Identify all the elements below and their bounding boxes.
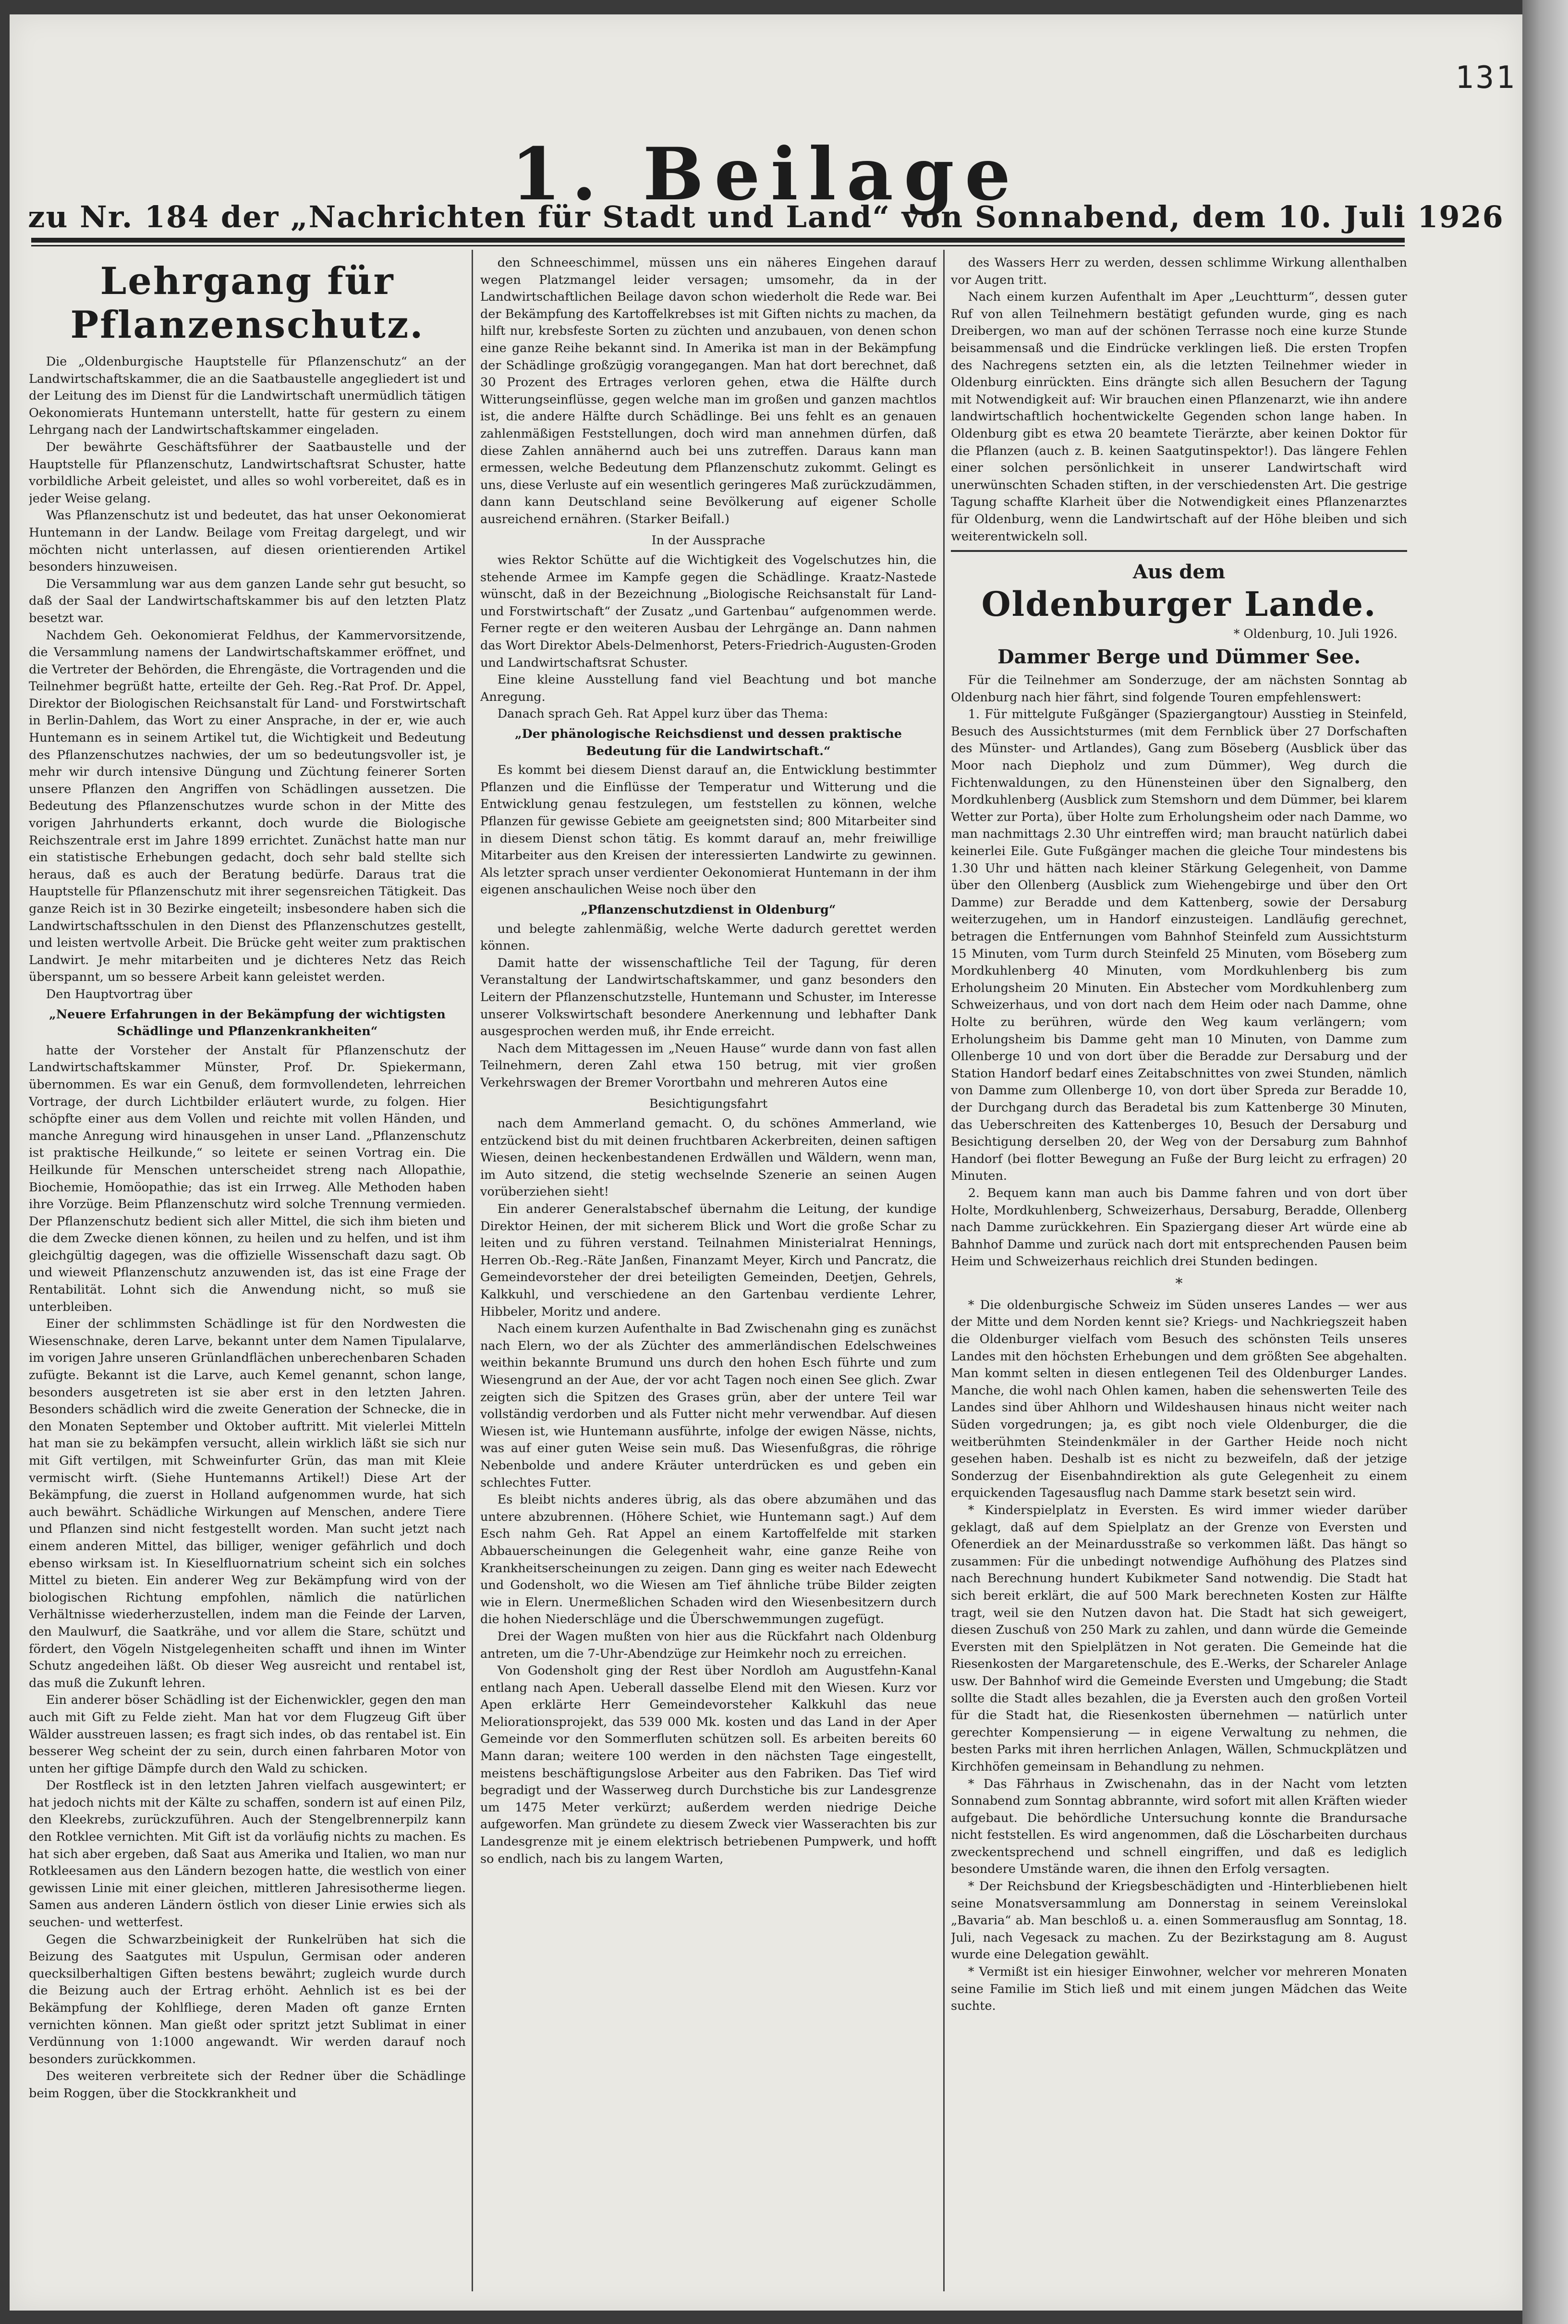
paragraph: des Wassers Herr zu werden, dessen schlimme Wirkung allenthalben vor Augen tritt. [951, 256, 1407, 287]
paragraph: 2. Bequem kann man auch bis Damme fahren und von dort über Holte, Mordkuhlenberg, Schweizerhaus, Dersaburg, Beradde, Ollenberg nach Damme zurückkehren. Ein Spaziergang dieser Art würde eine ab Bahnhof Damme und zurück nach dort mit entsprechenden Pausen beim Heim und Schweizerhaus reichlich drei Stunden bedingen. [951, 1186, 1407, 1269]
paragraph: Es kommt bei diesem Dienst darauf an, die Entwicklung bestimmter Pflanzen und die Einflüsse der Temperatur und Witterung und die Entwicklung genau festzulegen, um feststellen zu können, welche Pflanzen für gewisse Gebiete am geeignetsten sind; 800 Mitarbeiter sind in diesem Dienst schon tätig. Es kommt darauf an, mehr freiwillige Mitarbeiter aus den Kreisen der interessierten Landwirte zu gewinnen. Als letzter sprach unser verdienter Oekonomierat Huntemann in der ihm eigenen anschaulichen Weise noch über den [480, 763, 936, 897]
paragraph: Gegen die Schwarzbeinigkeit der Runkelrüben hat sich die Beizung des Saatgutes mit Uspulun, Germisan oder anderen quecksilberhaltigen Giften bestens bewährt; zugleich wurde durch die Beizung auch der Ertrag erhöht. Aehnlich ist es bei der Bekämpfung der Kohlfliege, deren Maden oft ganze Ernten vernichten können. Man gießt oder spritzt jetzt Sublimat in einer Verdünnung von 1:1000 angewandt. Wir werden darauf noch besonders zurückkommen. [29, 1932, 466, 2067]
paragraph: Danach sprach Geh. Rat Appel kurz über das Thema: [497, 707, 828, 722]
supplement-title: 1. Beilage [511, 132, 1021, 217]
paragraph: 1. Für mittelgute Fußgänger (Spaziergangtour) Ausstieg in Steinfeld, Besuch des Aussichtsturmes (mit dem Fernblick über 27 Dorfschaften des Münster- und Artlandes), Gang zum Böseberg (Ausblick über das Moor nach Diepholz und zum Dümmer), Weg durch die Fichtenwaldungen, zu den Hünensteinen über den Signalberg, den Mordkuhlenberg (Ausblick zum Stemshorn und dem Dümmer, bei klarem Wetter zur Porta), über Holte zum Erholungsheim oder nach Damme, wo man nachmittags 2.30 Uhr eintreffen wird; man braucht natürlich dabei keinerlei Eile. Gute Fußgänger machen die gleiche Tour mindestens bis 1.30 Uhr und hätten nach kleiner Stärkung Gelegenheit, von Damme über den Ollenberg (Ausblick zum Wiehengebirge und über den Ort Damme) zur Beradde und dem Kattenberg, sowie der Dersaburg weiterzugehen, um in Handorf einzusteigen. Landläufig gerechnet, betragen die Entfernungen vom Bahnhof Steinfeld zum Aussichtsturm 15 Minuten, vom Turm durch Steinfeld 25 Minuten, vom Böseberg zum Mordkuhlenberg 40 Minuten, vom Mordkuhlenberg bis zum Erholungsheim 20 Minuten. Ein Abstecher vom Mordkuhlenberg zum Schweizerhaus, und von dort nach dem Heim oder nach Damme, ohne Holte zu berühren, würde den Weg kaum verlängern; vom Erholungsheim bis Damme geht man 10 Minuten, von Damme zum Ollenberge 10 und von dort über die Beradde zur Dersaburg und der Station Handorf bedarf eines Zeitabschnittes von zwei Stunden, nämlich von Damme zum Ollenberge 10, von dort über Spreda zur Beradde 10, der Durchgang durch das Beradetal bis zum Kattenberge 30 Minuten, das Ueberschreiten des Kattenberges 10, Besuch der Dersaburg und Besichtigung derselben 20, der Weg von der Dersaburg zum Bahnhof Handorf (bei flotter Bewegung an Fuße der Burg leicht zu erfragen) 20 Minuten. [951, 707, 1407, 1184]
paragraph: Die „Oldenburgische Hauptstelle für Pflanzenschutz“ an der Landwirtschaftskammer, die an die Saatbaustelle angegliedert ist und der Leitung des im Dienst für die Landwirtschaft unermüdlich tätigen Oekonomierats Huntemann unterstellt, hatte für gestern zu einem Lehrgang nach der Landwirtschaftskammer eingeladen. [29, 355, 466, 438]
paragraph: Der Rostfleck ist in den letzten Jahren vielfach ausgewintert; er hat jedoch nichts mit der Kälte zu schaffen, sondern ist auf einen Pilz, den Kleekrebs, zurückzuführen. Auch der Stengelbrennerpilz kann den Rotklee vernichten. Mit Gift ist da vorläufig nichts zu machen. Es hat sich aber ergeben, daß Saat aus Amerika und Italien, wo man nur Rotkleesamen aus den Ländern bezogen hatte, die westlich von einer gewissen Linie mit einer gleichen, mittleren Jahresisotherme liegen. Samen aus anderen Ländern östlich von dieser Linie erwies sich als seuchen- und wetterfest. [29, 1778, 466, 1930]
paragraph: nach dem Ammerland gemacht. O, du schönes Ammerland, wie entzückend bist du mit deinen fruchtbaren Ackerbreiten, deinen saftigen Wiesen, deinen heckenbestandenen Erdwällen und Wäldern, wenn man, im Auto sitzend, die stetig wechselnde Szenerie an seinen Augen vorüberziehen sieht! [480, 1116, 936, 1199]
section-subhead: In der Aussprache [651, 533, 766, 548]
paragraph: wies Rektor Schütte auf die Wichtigkeit des Vogelschutzes hin, die stehende Armee im Kampfe gegen die Schädlinge. Kraatz-Nastede wünscht, daß in der Bezeichnung „Biologische Reichsanstalt für Land- und Forstwirtschaft“ der Zusatz „und Gartenbau“ aufgenommen werde. Ferner regte er den weiteren Ausbau der Lehrgänge an. Dann nahmen das Wort Direktor Abels-Delmenhorst, Peters-Friedrich-Augusten-Groden und Landwirtschaftsrat Schuster. [480, 553, 936, 670]
paragraph: Des weiteren verbreitete sich der Redner über die Schädlinge beim Roggen, über die Stockkrankheit und [29, 2069, 466, 2101]
paragraph: Für die Teilnehmer am Sonderzuge, der am nächsten Sonntag ab Oldenburg nach hier fährt, sind folgende Touren empfehlenswert: [951, 673, 1407, 705]
paragraph: Damit hatte der wissenschaftliche Teil der Tagung, für deren Veranstaltung der Landwirtschaftskammer, und ganz besonders den Leitern der Pflanzenschutzstelle, Huntemann und Schuster, im Interesse unserer Volkswirtschaft besondere Anerkennung und lebhafter Dank ausgesprochen werden muß, ihr Ende erreicht. [480, 955, 936, 1039]
supplement-subtitle: zu Nr. 184 der „Nachrichten für Stadt und Land“ von Sonnabend, dem 10. Juli 1926 [28, 199, 1504, 234]
lecture-title: „Der phänologische Reichsdienst und dessen praktische Bedeutung für die Landwirtschaft.“ [514, 727, 902, 758]
paragraph: den Schneeschimmel, müssen uns ein näheres Eingehen darauf wegen Platzmangel leider versagen; umsomehr, da in der Landwirtschaftlichen Beilage davon schon wiederholt die Rede war. Bei der Bekämpfung des Kartoffelkrebses ist mit Giften nichts zu machen, da hilft nur, krebsfeste Sorten zu züchten und anzubauen, von denen schon eine ganze Reihe bekannt sind. In Amerika ist man in der Bekämpfung der Schädlinge großzügig vorangegangen. Man hat dort berechnet, daß 30 Prozent des Ertrages verloren gehen, etwa die Hälfte durch Witterungseinflüsse, gegen welche man im großen und ganzen machtlos ist, die andere Hälfte durch Schädlinge. Bei uns fehlt es an genauen zahlenmäßigen Feststellungen, doch wird man annehmen dürfen, daß diese Zahlen annähernd auch bei uns zutreffen. Daraus kann man ermessen, welche Bedeutung dem Pflanzenschutz zukommt. Gelingt es uns, diese Verluste auf ein wesentlich geringeres Maß zurückzudämmen, dann kann Deutschland seine Bevölkerung auf eigener Scholle ausreichend ernähren. (Starker Beifall.) [480, 256, 936, 526]
paragraph: Nach dem Mittagessen im „Neuen Hause“ wurde dann von fast allen Teilnehmern, deren Zahl etwa 150 betrug, mit vier großen Verkehrswagen der Bremer Vorortbahn und mehreren Autos eine [480, 1041, 936, 1090]
lecture-title: „Neuere Erfahrungen in der Bekämpfung der wichtigsten Schädlinge und Pflanzenkrankheiten“ [49, 1007, 446, 1039]
paragraph: Von Godensholt ging der Rest über Nordloh am Augustfehn-Kanal entlang nach Apen. Ueberall dasselbe Elend mit den Wiesen. Kurz vor Apen erklärte Herr Gemeindevorsteher Kalkkuhl das neue Meliorationsprojekt, das 539 000 Mk. kosten und das Land in der Aper Gemeinde vor den Sommerfluten schützen soll. Es arbeiten bereits 60 Mann daran; weitere 100 werden in den nächsten Tage eingestellt, meistens beschäftigungslose Arbeiter aus den Fabriken. Das Tief wird begradigt und der Wasserweg durch Durchstiche bis zur Landesgrenze um 1475 Meter verkürzt; außerdem werden niedrige Deiche aufgeworfen. Man gründete zu diesem Zweck vier Wasserachten bis zur Landesgrenze mit je einem elektrisch betriebenen Pumpwerk, und hofft so endlich, nach bis zu langem Warten, [480, 1663, 936, 1866]
section-subhead: Besichtigungsfahrt [649, 1096, 768, 1111]
header-rule-thick [31, 238, 1405, 243]
paragraph: * Der Reichsbund der Kriegsbeschädigten und -Hinterbliebenen hielt seine Monatsversammlung am Donnerstag in seinem Vereinslokal „Bavaria“ ab. Man beschloß u. a. einen Sommerausflug am Sonntag, 18. Juli, nach Vegesack zu machen. Zu der Bezirkstagung am 8. August wurde eine Delegation gewählt. [951, 1879, 1407, 1962]
paragraph: * Die oldenburgische Schweiz im Süden unseres Landes — wer aus der Mitte und dem Norden kennt sie? Kriegs- und Nachkriegszeit haben die Oldenburger vielfach vom Besuch des schönsten Teils unseres Landes mit den höchsten Erhebungen und dem größten See abgehalten. Man kommt selten in diesen entlegenen Teil des Oldenburger Landes. Manche, die wohl nach Ohlen kamen, haben die sehenswerten Teile des Landes sind über Ahlhorn und Wildeshausen hinaus nicht weiter nach Süden vorgedrungen; ja, es gibt noch viele Oldenburger, die die weitberühmten Steindenkmäler in der Garther Heide noch nicht gesehen haben. Deshalb ist es nicht zu bezweifeln, daß der jetzige Sonderzug der Eisenbahndirektion als gute Gelegenheit zu einem erquickenden Tagesausflug nach Damme stark besetzt sein wird. [951, 1297, 1407, 1501]
paragraph: hatte der Vorsteher der Anstalt für Pflanzenschutz der Landwirtschaftskammer Münster, Prof. Dr. Spiekermann, übernommen. Es war ein Genuß, dem formvollendeten, lehrreichen Vortrage, der durch Lichtbilder erläutert wurde, zu folgen. Hier schöpfte einer aus dem Vollen und reichte mit vollen Händen, und manche Anregung wird hinausgehen in unser Land. „Pflanzenschutz ist praktische Heilkunde,“ so leitete er seinen Vortrag ein. Die Heilkunde für Menschen unterscheidet streng nach Allopathie, Biochemie, Homöopathie; das ist ein Irrweg. Alle Methoden haben ihre Vorzüge. Beim Pflanzenschutz wird solche Trennung vermieden. Der Pflanzenschutz bedient sich aller Mittel, die sich ihm bieten und die dem Zwecke dienen können, zu heilen und zu helfen, und ist ihm gleichgültig dagegen, was die offizielle Wissenschaft dazu sagt. Ob und wieweit Pflanzenschutz anzuwenden ist, das ist eine Frage der Rentabilität. Lohnt sich die Anwendung nicht, so muß sie unterbleiben. [29, 1043, 466, 1314]
paragraph: Was Pflanzenschutz ist und bedeutet, das hat unser Oekonomierat Huntemann in der Landw. Beilage vom Freitag dargelegt, und wir möchten nicht unterlassen, auf diesen orientierenden Artikel besonders hinzuweisen. [29, 508, 466, 575]
separator-asterisk: * [1175, 1275, 1183, 1292]
column-3 [951, 255, 1407, 2301]
section-divider [951, 550, 1407, 552]
column-2 [480, 255, 936, 2287]
paragraph: Drei der Wagen mußten von hier aus die Rückfahrt nach Oldenburg antreten, um die 7-Uhr-Abendzüge zur Heimkehr noch zu erreichen. [480, 1629, 936, 1661]
dateline: * Oldenburg, 10. Juli 1926. [1233, 627, 1398, 641]
newspaper-page [10, 14, 1522, 2311]
header-rule-thin [31, 245, 1405, 246]
paragraph: * Vermißt ist ein hiesiger Einwohner, welcher vor mehreren Monaten seine Familie im Stich ließ und mit einem jungen Mädchen das Weite suchte. [951, 1965, 1407, 2014]
section-kicker: Aus dem [1132, 561, 1226, 584]
paragraph: Eine kleine Ausstellung fand viel Beachtung und bot manche Anregung. [480, 673, 936, 704]
paragraph: Ein anderer böser Schädling ist der Eichenwickler, gegen den man auch mit Gift zu Felde zieht. Man hat vor dem Flugzeug Gift über Wälder ausstreuen lassen; es fragt sich indes, ob das rentabel ist. Ein besserer Weg scheint der zu sein, durch einen fahrbaren Motor von unten her giftige Dämpfe durch den Wald zu schicken. [29, 1693, 466, 1776]
paragraph: Ein anderer Generalstabschef übernahm die Leitung, der kundige Direktor Heinen, der mit sicherem Blick und Wort die große Schar zu leiten und zu führen verstand. Teilnahmen Ministerialrat Hennings, Herren Ob.-Reg.-Räte Janßen, Finanzamt Meyer, Kirch und Pancratz, die Gemeindevorsteher der drei beteiligten Gemeinden, Deetjen, Gehrels, Kalkkuhl, und verschiedene an den Gartenbau verdiente Lehrer, Hibbeler, Moritz und andere. [480, 1202, 936, 1319]
paragraph: Nach einem kurzen Aufenthalt im Aper „Leuchtturm“, dessen guter Ruf von allen Teilnehmern bestätigt gefunden wurde, ging es nach Dreibergen, wo man auf der schönen Terrasse noch eine kurze Stunde beisammensaß und die Eindrücke verklingen ließ. Die ersten Tropfen des Nachregens setzten ein, als die letzten Teilnehmer wieder in Oldenburg einrückten. Eins drängte sich allen Besuchern der Tagung mit Notwendigkeit auf: Wir brauchen einen Pflanzenarzt, wie ihn andere landwirtschaftlich hochentwickelte Gegenden schon lange haben. In Oldenburg gibt es etwa 20 beamtete Tierärzte, aber keinen Doktor für die Pflanzen (auch z. B. keinen Saatgutinspektor!). Das längere Fehlen einer solchen persönlichkeit in unserer Landwirtschaft wird unerwünschten Schaden stiften, in der verschiedensten Art. Die gestrige Tagung schaffte Klarheit über die Notwendigkeit eines Pflanzenarztes für Oldenburg, wenn die Landwirtschaft auf der Höhe bleiben und sich weiterentwickeln soll. [951, 290, 1407, 544]
article-headline: Lehrgang für Pflanzenschutz. [70, 259, 425, 347]
paragraph: Nachdem Geh. Oekonomierat Feldhus, der Kammervorsitzende, die Versammlung namens der Landwirtschaftskammer eröffnet, und die Vertreter der Behörden, die Ehrengäste, die Vortragenden und die Teilnehmer begrüßt hatte, erteilte der Geh. Reg.-Rat Prof. Dr. Appel, Direktor der Biologischen Reichsanstalt für Land- und Forstwirtschaft in Berlin-Dahlem, das Wort zu einer Ansprache, in der er, wie auch Huntemann es in seinem Artikel tut, die Wichtigkeit und Bedeutung des Pflanzenschutzes nachwies, der um so bedeutungsvoller ist, je mehr wir durch intensive Düngung und Züchtung feinerer Sorten unsere Pflanzen den Angriffen von Schädlingen aussetzen. Die Bedeutung des Pflanzenschutzes wurde schon in der Mitte des vorigen Jahrhunderts erkannt, doch wurde die Biologische Reichszentrale erst im Jahre 1899 errichtet. Zunächst hatte man nur ein statistische Erhebungen gedacht, doch sehr bald stellte sich heraus, daß es auch der Beratung bedürfe. Daraus trat die Hauptstelle für Pflanzenschutz mit ihrer segensreichen Tätigkeit. Das ganze Reich ist in 30 Bezirke eingeteilt; insbesondere haben sich die Landwirtschaftsschulen in den Dienst des Pflanzenschutzes gestellt, und leisten wertvolle Arbeit. Die Brücke geht weiter zum praktischen Landwirt. Je mehr mitarbeiten und je dichteres Netz das Reich überspannt, um so bessere Arbeit kann geleistet werden. [29, 628, 466, 985]
paragraph: Es bleibt nichts anderes übrig, als das obere abzumähen und das untere abzubrennen. (Höhere Schiet, wie Huntemann sagt.) Auf dem Esch nahm Geh. Rat Appel an einem Kartoffelfelde mit starken Abbauerscheinungen die Gelegenheit wahr, eine ganze Reihe von Krankheitserscheinungen zu zeigen. Dann ging es weiter nach Edewecht und Godensholt, wo die Wiesen am Tief ähnliche trübe Bilder zeigten wie in Elern. Unermeßlichen Schaden wird den Wiesenbesitzern durch die hohen Niederschläge und die Überschwemmungen zugefügt. [480, 1492, 936, 1627]
section-title: Oldenburger Lande. [981, 584, 1377, 624]
paragraph: * Das Fährhaus in Zwischenahn, das in der Nacht vom letzten Sonnabend zum Sonntag abbrannte, wird sofort mit allen Kräften wieder aufgebaut. Die behördliche Untersuchung konnte die Brandursache nicht feststellen. Es wird angenommen, daß die Löscharbeiten durchaus zweckentsprechend und schnell eingriffen, und daß es lediglich besondere Umstände waren, die ihnen den Erfolg versagten. [951, 1776, 1407, 1877]
paragraph: und belegte zahlenmäßig, welche Werte dadurch gerettet werden können. [480, 921, 936, 954]
lecture-title: „Pflanzenschutzdienst in Oldenburg“ [581, 902, 836, 917]
page-number: 131 [1455, 60, 1517, 96]
page-edge [1522, 0, 1568, 2324]
paragraph: Die Versammlung war aus dem ganzen Lande sehr gut besucht, so daß der Saal der Landwirtschaftskammer bis auf den letzten Platz besetzt war. [29, 576, 466, 625]
column-separator [943, 250, 945, 2291]
paragraph: Nach einem kurzen Aufenthalte in Bad Zwischenahn ging es zunächst nach Elern, wo der als Züchter des ammerländischen Edelschweines weithin bekannte Brumund uns durch den hohen Esch führte und zum Wiesengrund an der Aue, der vor acht Tagen noch einen See glich. Zwar zeigten sich die Spitzen des Grases grün, aber der untere Teil war vollständig verdorben und als Futter nicht mehr verwendbar. Auf diesen Wiesen ist, wie Huntemann ausführte, infolge der ewigen Nässe, nichts, was auf einer guten Weise sein muß. Das Wiesenfußgras, die röhrige Nebenbolde und andere Kräuter unterdrücken es und geben ein schlechtes Futter. [480, 1321, 936, 1490]
paragraph: Der bewährte Geschäftsführer der Saatbaustelle und der Hauptstelle für Pflanzenschutz, Landwirtschaftsrat Schuster, hatte vorbildliche Arbeit geleistet, und alles so wohl vorbereitet, daß es in jeder Weise gelang. [29, 440, 466, 506]
paragraph: * Kinderspielplatz in Eversten. Es wird immer wieder darüber geklagt, daß auf dem Spielplatz an der Grenze von Eversten und Ofenerdiek an der Meinardusstraße so verkommen läßt. Das hängt so zusammen: Für die unbedingt notwendige Aufhöhung des Platzes sind nach Berechnung hundert Kubikmeter Sand notwendig. Die Stadt hat sich bereit erklärt, die auf 500 Mark berechneten Kosten zur Hälfte tragt, weil sie den Nutzen davon hat. Die Stadt hat sich geweigert, diesen Zuschuß von 250 Mark zu zahlen, und dann würde die Gemeinde Eversten mit den Spielplätzen in Not geraten. Die Gemeinde hat die Riesenkosten der Margaretenschule, des E.-Werks, der Schareler Anlage usw. Der Bahnhof wird die Gemeinde Eversten und Umgebung; die Stadt sollte die Stadt alles bezahlen, die ja Eversten auch den großen Vorteil für die Stadt hat, die Riesenkosten übernehmen — natürlich unter gerechter Kompensierung — in eigene Verwaltung zu nehmen, die besten Parks mit ihren herrlichen Anlagen, Wällen, Schmuckplätzen und Kirchhöfen gemeinsam in Behandlung zu nehmen. [951, 1503, 1407, 1774]
paragraph: Den Hauptvortrag über [46, 987, 193, 1002]
column-1 [29, 255, 466, 2311]
paragraph: Einer der schlimmsten Schädlinge ist für den Nordwesten die Wiesenschnake, deren Larve, bekannt unter dem Namen Tipulalarve, im vorigen Jahre unseren Grünlandflächen unberechenbaren Schaden zufügte. Bekannt ist die Larve, auch Kemel genannt, schon lange, besonders ausgetreten ist sie aber erst in den letzten Jahren. Besonders schädlich wird die zweite Generation der Schnecke, die in den Monaten September und Oktober auftritt. Mit vielerlei Mitteln hat man sie zu bekämpfen versucht, allein wirklich läßt sie sich nur mit Gift vertilgen, mit Schweinfurter Grün, das man mit Kleie vermischt wirft. (Siehe Huntemanns Artikel!) Diese Art der Bekämpfung, die zuerst in Holland aufgenommen wurde, hat sich auch bewährt. Schädliche Wirkungen auf Menschen, andere Tiere und Pflanzen sind nicht festgestellt worden. Man sucht jetzt nach einem anderen Mittel, das billiger, weniger gefährlich und doch ebenso wirksam ist. In Kieselfluornatrium scheint sich ein solches Mittel zu bieten. Ein anderer Weg zur Bekämpfung wird von der biologischen Richtung empfohlen, nämlich die natürlichen Verhältnisse wiederherzustellen, indem man die Feinde der Larven, den Maulwurf, die Saatkrähe, und vor allem die Stare, schützt und fördert, den Vögeln Nistgelegenheiten schafft und ihnen im Winter Schutz angedeihen läßt. Ob dieser Weg ausreicht und rentabel ist, das muß die Zukunft lehren. [29, 1317, 466, 1690]
column-separator [472, 250, 473, 2291]
article-headline: Dammer Berge und Dümmer See. [997, 646, 1361, 669]
